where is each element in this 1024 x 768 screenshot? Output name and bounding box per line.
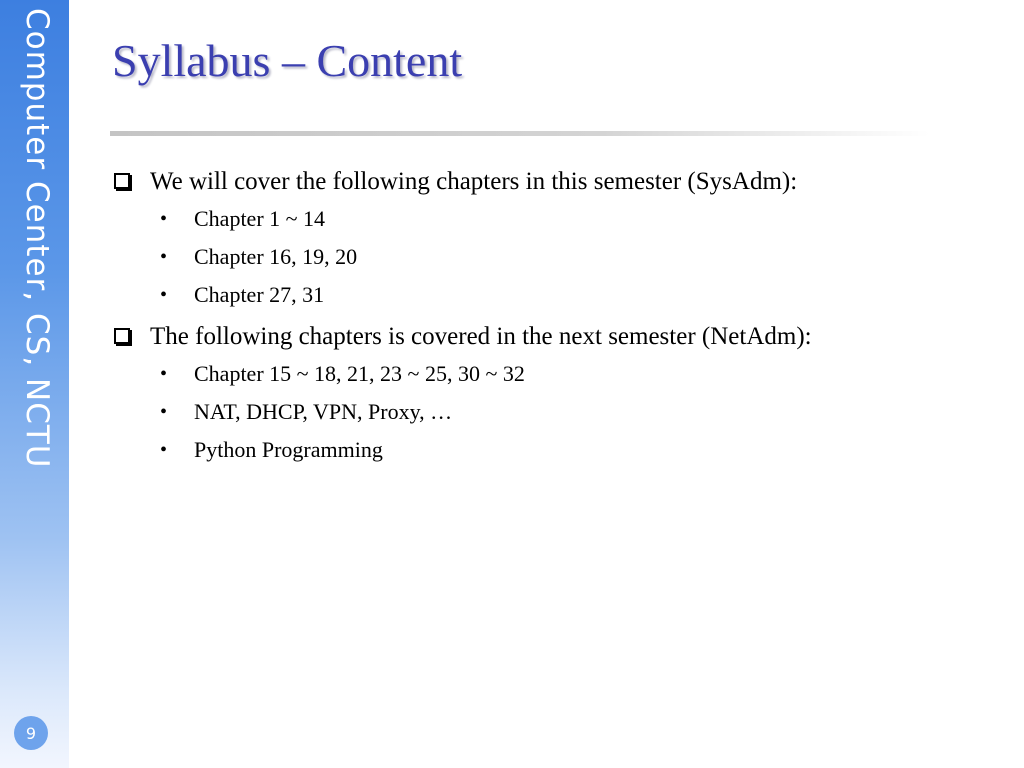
list-item [112,276,1002,314]
page-number-badge: 9 [14,716,48,750]
bullet-icon: • [160,439,168,461]
section-text: The following chapters is covered in the next semester (NetAdm): [150,323,812,350]
slide-content [112,164,1002,469]
list-item-text: Python Programming [194,437,383,462]
list-item [112,393,1002,431]
list-item-text: NAT, DHCP, VPN, Proxy, … [194,399,453,424]
slide-title: Syllabus – Content [112,35,463,86]
title-divider [110,131,930,136]
section-text: We will cover the following chapters in this semester (SysAdm): [150,168,798,195]
list-item-text: Chapter 27, 31 [194,282,325,307]
sidebar-organization-label: Computer Center, CS, NCTU [19,8,55,469]
list-item-text: Chapter 16, 19, 20 [194,244,358,269]
bullet-icon: • [160,246,168,268]
checkbox-bullet-icon [114,328,130,344]
section-sysadm [112,164,1002,200]
list-item [112,238,1002,276]
bullet-icon: • [160,363,168,385]
bullet-icon: • [160,401,168,423]
list-item-text: Chapter 15 ~ 18, 21, 23 ~ 25, 30 ~ 32 [194,361,525,386]
bullet-icon: • [160,284,168,306]
section-netadm [112,319,1002,355]
list-item-text: Chapter 1 ~ 14 [194,206,326,231]
list-item [112,431,1002,469]
sidebar [0,0,69,768]
list-item [112,355,1002,393]
list-item [112,200,1002,238]
bullet-icon: • [160,208,168,230]
checkbox-bullet-icon [114,173,130,189]
